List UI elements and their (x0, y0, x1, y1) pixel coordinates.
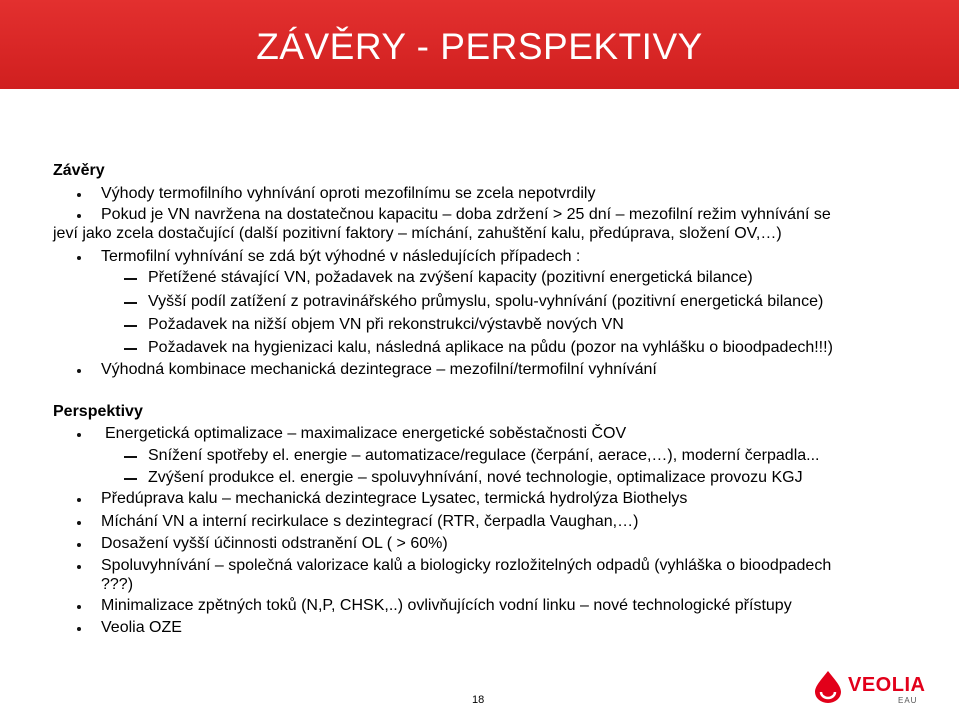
section-heading-zavery: Závěry (53, 162, 105, 179)
bullet-marker (77, 543, 81, 547)
bullet-text: Spoluvyhnívání – společná valorizace kalů a biologicky rozložitelných odpadů (vyhláška o bioodpadech (101, 557, 832, 574)
sub-bullet-text: Snížení spotřeby el. energie – automatizace/regulace (čerpání, aerace,…), moderní čerpadla... (148, 447, 820, 464)
dash-marker (124, 302, 137, 304)
bullet-text: Pokud je VN navržena na dostatečnou kapacitu – doba zdržení > 25 dní – mezofilní režim vyhnívání se (101, 206, 831, 223)
sub-bullet-text: Požadavek na nižší objem VN při rekonstrukci/výstavbě nových VN (148, 316, 624, 333)
bullet-marker (77, 193, 81, 197)
slide-title: ZÁVĚRY - PERSPEKTIVY (256, 26, 703, 67)
bullet-marker (77, 605, 81, 609)
sub-bullet-text: Požadavek na hygienizaci kalu, následná aplikace na půdu (pozor na vyhlášku o bioodpadech!!!) (148, 339, 833, 356)
bullet-text: Veolia OZE (101, 619, 182, 636)
bullet-marker (77, 521, 81, 525)
sub-bullet-text: Zvýšení produkce el. energie – spoluvyhnívání, nové technologie, optimalizace provozu KGJ (148, 469, 803, 486)
bullet-marker (77, 433, 81, 437)
page-number: 18 (472, 694, 485, 706)
sub-bullet-text: Vyšší podíl zatížení z potravinářského průmyslu, spolu-vyhnívání (pozitivní energetická bilance) (148, 293, 824, 310)
logo-name: VEOLIA (848, 674, 926, 696)
logo-subtitle: EAU (898, 696, 918, 705)
veolia-drop-icon (812, 670, 844, 704)
bullet-text: Výhodná kombinace mechanická dezintegrace – mezofilní/termofilní vyhnívání (101, 361, 657, 378)
bullet-text: Míchání VN a interní recirkulace s dezintegrací (RTR, čerpadla Vaughan,…) (101, 513, 639, 530)
bullet-marker (77, 214, 81, 218)
sub-bullet-text: Přetížené stávající VN, požadavek na zvýšení kapacity (pozitivní energetická bilance) (148, 269, 753, 286)
bullet-text: Termofilní vyhnívání se zdá být výhodné v následujících případech : (101, 248, 581, 265)
veolia-logo (812, 668, 952, 708)
dash-marker (124, 325, 137, 327)
dash-marker (124, 456, 137, 458)
bullet-marker (77, 627, 81, 631)
bullet-text: Předúprava kalu – mechanická dezintegrace Lysatec, termická hydrolýza Biothelys (101, 490, 688, 507)
bullet-marker (77, 369, 81, 373)
bullet-text: Dosažení vyšší účinnosti odstranění OL ( > 60%) (101, 535, 448, 552)
dash-marker (124, 278, 137, 280)
title-banner (0, 0, 959, 89)
bullet-text-continued: jeví jako zcela dostačující (další pozitivní faktory – míchání, zahuštění kalu, předúprava, složení OV,…) (53, 225, 782, 242)
dash-marker (124, 348, 137, 350)
bullet-marker (77, 256, 81, 260)
bullet-text: Minimalizace zpětných toků (N,P, CHSK,..) ovlivňujících vodní linku – nové technologické přístupy (101, 597, 792, 614)
bullet-text: Energetická optimalizace – maximalizace energetické soběstačnosti ČOV (105, 425, 627, 442)
bullet-text-continued: ???) (101, 576, 134, 593)
bullet-text: Výhody termofilního vyhnívání oproti mezofilnímu se zcela nepotvrdily (101, 185, 596, 202)
section-heading-perspektivy: Perspektivy (53, 403, 143, 420)
dash-marker (124, 478, 137, 480)
bullet-marker (77, 498, 81, 502)
bullet-marker (77, 565, 81, 569)
